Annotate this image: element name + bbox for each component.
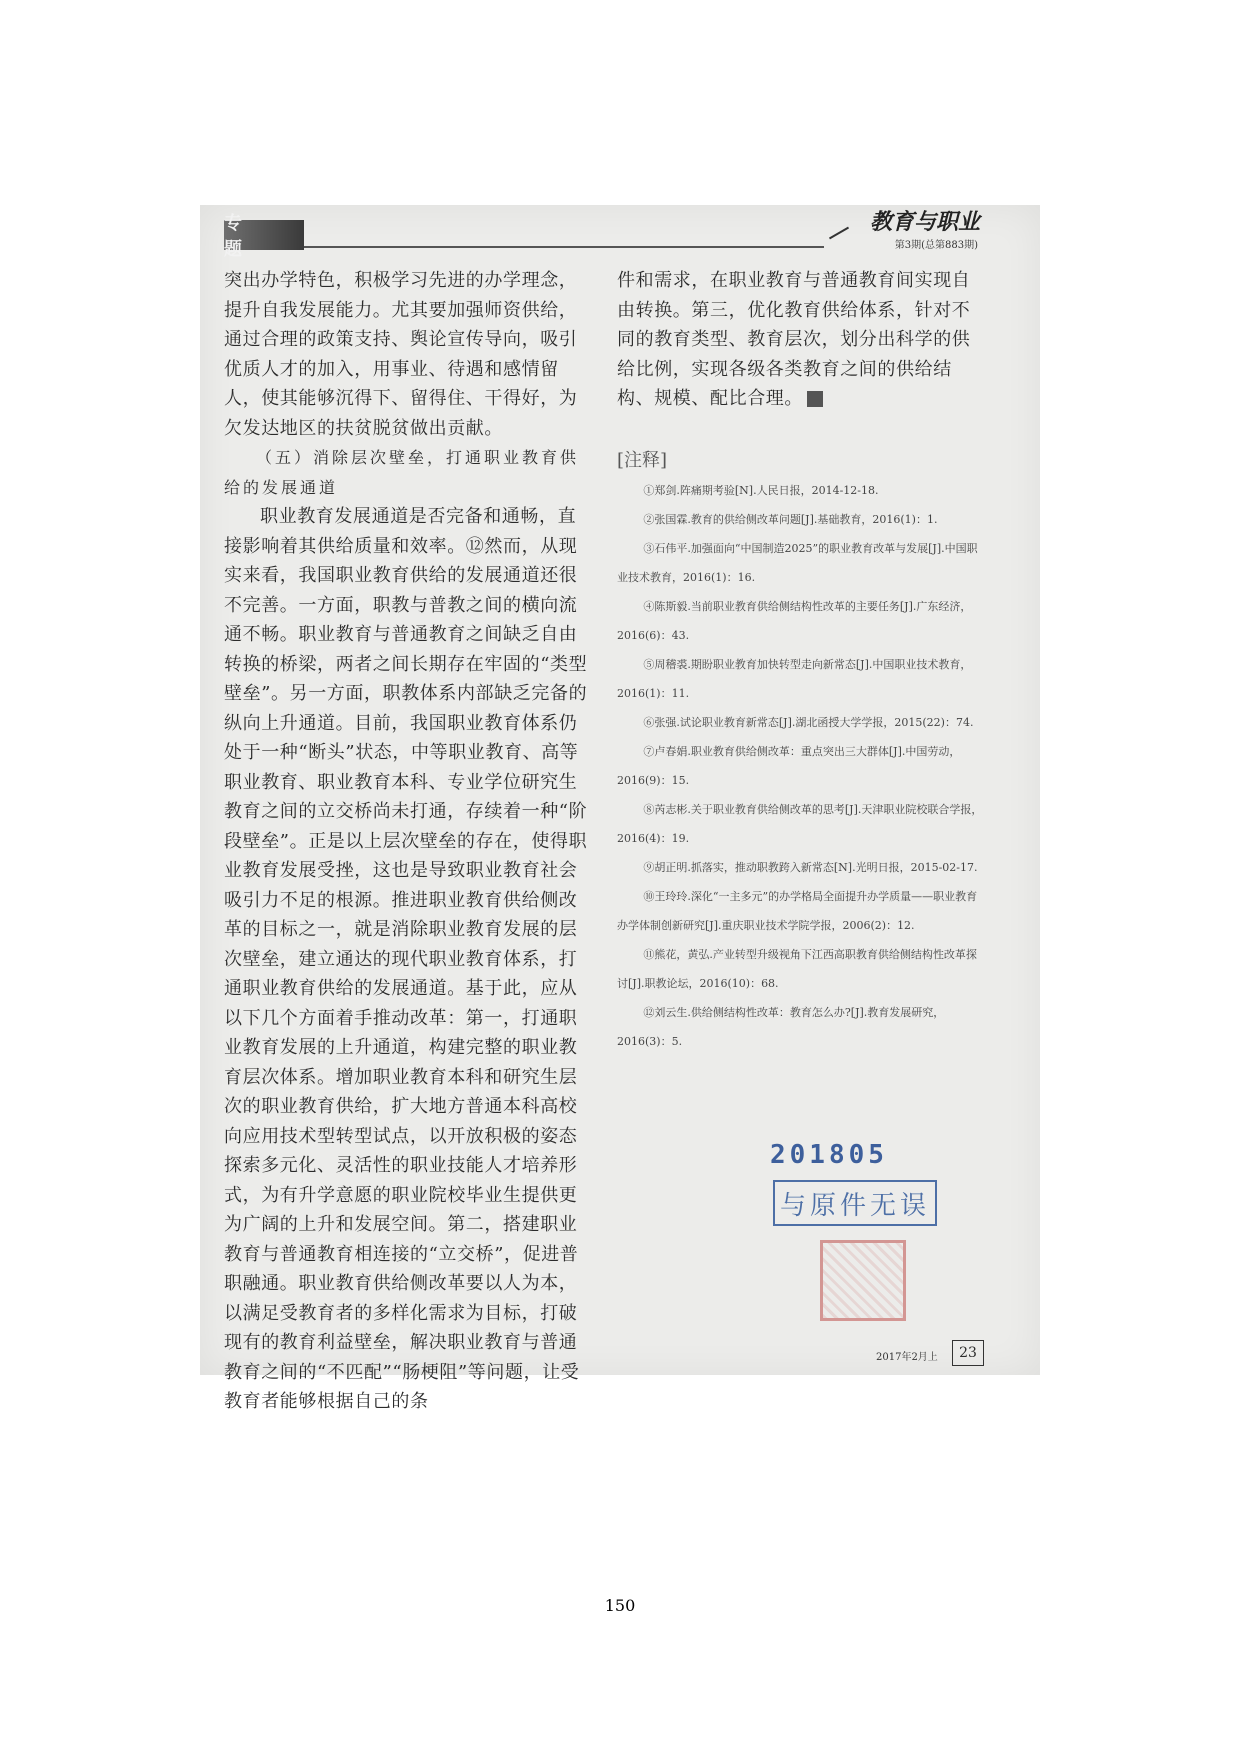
end-mark-icon	[807, 391, 823, 407]
note-item: ⑧芮志彬.关于职业教育供给侧改革的思考[J].天津职业院校联合学报，2016(4)：19.	[617, 803, 983, 845]
document-page-number: 150	[604, 1596, 636, 1615]
right-column	[617, 266, 987, 414]
section-tag: 专 题	[224, 220, 304, 250]
header-rule	[304, 246, 824, 248]
footer-date: 2017年2月上	[876, 1352, 938, 1363]
note-item: ⑤周稽裘.期盼职业教育加快转型走向新常态[J].中国职业技术教育，2016(1)：11.	[617, 658, 972, 700]
left-paragraph-2: 职业教育发展通道是否完备和通畅，直接影响着其供给质量和效率。⑫然而，从现实来看，我国职业教育供给的发展通道还很不完善。一方面，职教与普教之间的横向流通不畅。职业教育与普通教育之间缺乏自由转换的桥梁，两者之间长期存在牢固的“类型壁垒”。另一方面，职教体系内部缺乏完备的纵向上升通道。目前，我国职业教育体系仍处于一种“断头”状态，中等职业教育、高等职业教育、职业教育本科、专业学位研究生教育之间的立交桥尚未打通，存续着一种“阶段壁垒”。正是以上层次壁垒的存在，使得职业教育发展受挫，这也是导致职业教育社会吸引力不足的根源。推进职业教育供给侧改革的目标之一，就是消除职业教育发展的层次壁垒，建立通达的现代职业教育体系，打通职业教育供给的发展通道。基于此，应从以下几个方面着手推动改革：第一，打通职业教育发展的上升通道，构建完整的职业教育层次体系。增加职业教育本科和研究生层次的职业教育供给，扩大地方普通本科高校向应用技术型转型试点，以开放积极的姿态探索多元化、灵活性的职业技能人才培养形式，为有升学意愿的职业院校毕业生提供更为广阔的上升和发展空间。第二，搭建职业教育与普通教育相连接的“立交桥”，促进普职融通。职业教育供给侧改革要以人为本，以满足受教育者的多样化需求为目标，打破现有的教育利益壁垒，解决职业教育与普通教育之间的“不匹配”“肠梗阻”等问题，让受教育者能够根据自己的条	[224, 506, 588, 1412]
notes-list	[617, 476, 987, 1056]
verification-stamp: 与原件无误	[773, 1180, 937, 1226]
note-item: ②张国霖.教育的供给侧改革问题[J].基础教育，2016(1)：1.	[643, 513, 938, 526]
issue-number: 第3期(总第883期)	[894, 240, 978, 251]
note-item: ①郑剑.阵痛期考验[N].人民日报，2014-12-18.	[643, 484, 879, 497]
note-item: ③石伟平.加强面向“中国制造2025”的职业教育改革与发展[J].中国职业技术教育，2016(1)：16.	[617, 542, 978, 584]
note-item: ④陈斯毅.当前职业教育供给侧结构性改革的主要任务[J].广东经济，2016(6)：43.	[617, 600, 972, 642]
right-paragraph-text: 件和需求，在职业教育与普通教育间实现自由转换。第三，优化教育供给体系，针对不同的教育类型、教育层次，划分出科学的供给比例，实现各级各类教育之间的供给结构、规模、配比合理。	[617, 270, 971, 409]
left-column	[224, 266, 594, 1417]
note-item: ⑨胡正明.抓落实，推动职教跨入新常态[N].光明日报，2015-02-17.	[643, 861, 978, 874]
note-item: ⑦卢春娟.职业教育供给侧改革：重点突出三大群体[J].中国劳动，2016(9)：15.	[617, 745, 961, 787]
note-item: ⑪熊花，黄弘.产业转型升级视角下江西高职教育供给侧结构性改革探讨[J].职教论坛，2016(10)：68.	[617, 948, 977, 990]
note-item: ⑥张强.试论职业教育新常态[J].湖北函授大学学报，2015(22)：74.	[643, 716, 974, 729]
note-item: ⑫刘云生.供给侧结构性改革：教育怎么办?[J].教育发展研究，2016(3)：5.	[617, 1006, 945, 1048]
journal-title: 教育与职业	[869, 209, 980, 235]
stamp-date: 201805	[770, 1140, 888, 1170]
notes-title: [注释]	[617, 450, 668, 471]
red-seal	[820, 1240, 906, 1321]
journal-page-number: 23	[952, 1340, 984, 1366]
right-paragraph-1	[617, 266, 987, 414]
section-subheading: （五）消除层次壁垒，打通职业教育供给的发展通道	[224, 448, 580, 497]
left-paragraph-1: 突出办学特色，积极学习先进的办学理念，提升自我发展能力。尤其要加强师资供给，通过合理的政策支持、舆论宣传导向，吸引优质人才的加入，用事业、待遇和感情留人，使其能够沉得下、留得住、干得好，为欠发达地区的扶贫脱贫做出贡献。	[224, 270, 578, 439]
note-item: ⑩王玲玲.深化“一主多元”的办学格局全面提升办学质量——职业教育办学体制创新研究[J].重庆职业技术学院学报，2006(2)：12.	[617, 890, 978, 932]
